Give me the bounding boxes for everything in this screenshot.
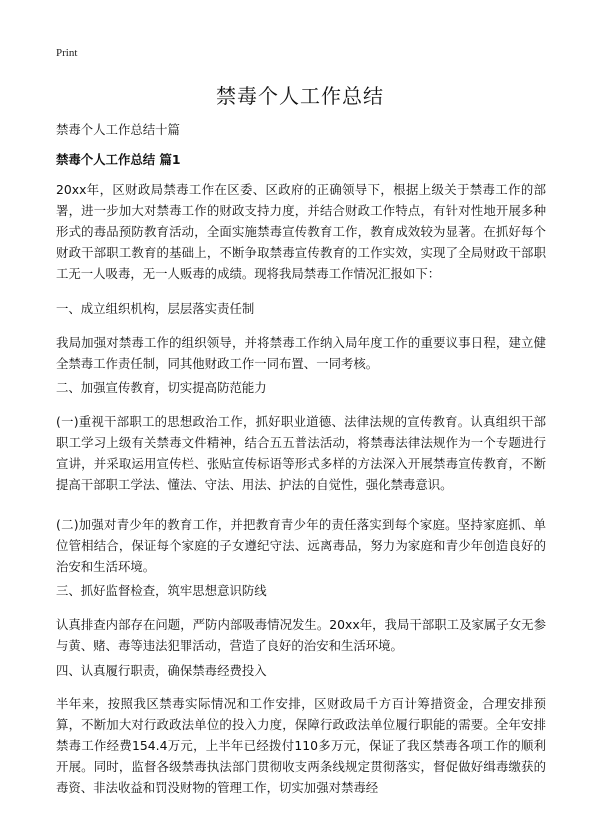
article-heading: 禁毒个人工作总结 篇1 bbox=[56, 152, 181, 167]
section-4-body: 半年来，按照我区禁毒实际情况和工作安排，区财政局千方百计筹措资金，合理安排预算，不断加大对行政政法单位的投入力度，保障行政政法单位履行职能的需要。全年安排禁毒工作经费154.4万元，上半年已经拨付110多万元，保证了我区禁毒各项工作的顺利开展。同时，监督各级禁毒执法部门贯彻收支两条线规定贯彻落实，督促做好缉毒缴获的毒资、非法收益和罚没财物的管理工作，切实加强对禁毒经 bbox=[56, 696, 546, 795]
section-4-title: 四、认真履行职责，确保禁毒经费投入 bbox=[56, 663, 267, 678]
document-subtitle: 禁毒个人工作总结十篇 bbox=[56, 122, 180, 137]
section-2-body-1: (一)重视干部职工的思想政治工作，抓好职业道德、法律法规的宣传教育。认真组织干部职工学习上级有关禁毒文件精神，结合五五普法活动，将禁毒法律法规作为一个专题进行宣讲，并采取运用宣传栏、张贴宣传标语等形式多样的方法深入开展禁毒宣传教育，不断提高干部职工学法、懂法、守法、用法、护法的自觉性，强化禁毒意识。 bbox=[56, 414, 546, 492]
page-title: 禁毒个人工作总结 bbox=[216, 84, 384, 108]
section-3-title: 三、抓好监督检查，筑牢思想意识防线 bbox=[56, 583, 267, 598]
section-1-body: 我局加强对禁毒工作的组织领导，并将禁毒工作纳入局年度工作的重要议事日程，建立健全禁毒工作责任制，同其他财政工作一同布置、一同考核。 bbox=[56, 335, 546, 371]
print-label: Print bbox=[56, 47, 78, 59]
section-3-body: 认真排查内部存在问题，严防内部吸毒情况发生。20xx年，我局干部职工及家属子女无参与黄、赌、毒等违法犯罪活动，营造了良好的治安和生活环境。 bbox=[56, 617, 546, 653]
section-2-body-2: (二)加强对青少年的教育工作，并把教育青少年的责任落实到每个家庭。坚持家庭抓、单位管相结合，保证每个家庭的子女遵纪守法、远离毒品，努力为家庭和青少年创造良好的治安和生活环境。 bbox=[56, 517, 546, 574]
section-2-title: 二、加强宣传教育，切实提高防范能力 bbox=[56, 380, 267, 395]
intro-paragraph: 20xx年，区财政局禁毒工作在区委、区政府的正确领导下，根据上级关于禁毒工作的部署，进一步加大对禁毒工作的财政支持力度，并结合财政工作特点，有针对性地开展多种形式的毒品预防教育活动，全面实施禁毒宣传教育工作，教育成效较为显著。在抓好每个财政干部职工教育的基础上，不断争取禁毒宣传教育的工作实效，实现了全局财政干部职工无一人吸毒，无一人贩毒的成绩。现将我局禁毒工作情况汇报如下： bbox=[56, 182, 546, 281]
section-1-title: 一、成立组织机构，层层落实责任制 bbox=[56, 301, 255, 316]
